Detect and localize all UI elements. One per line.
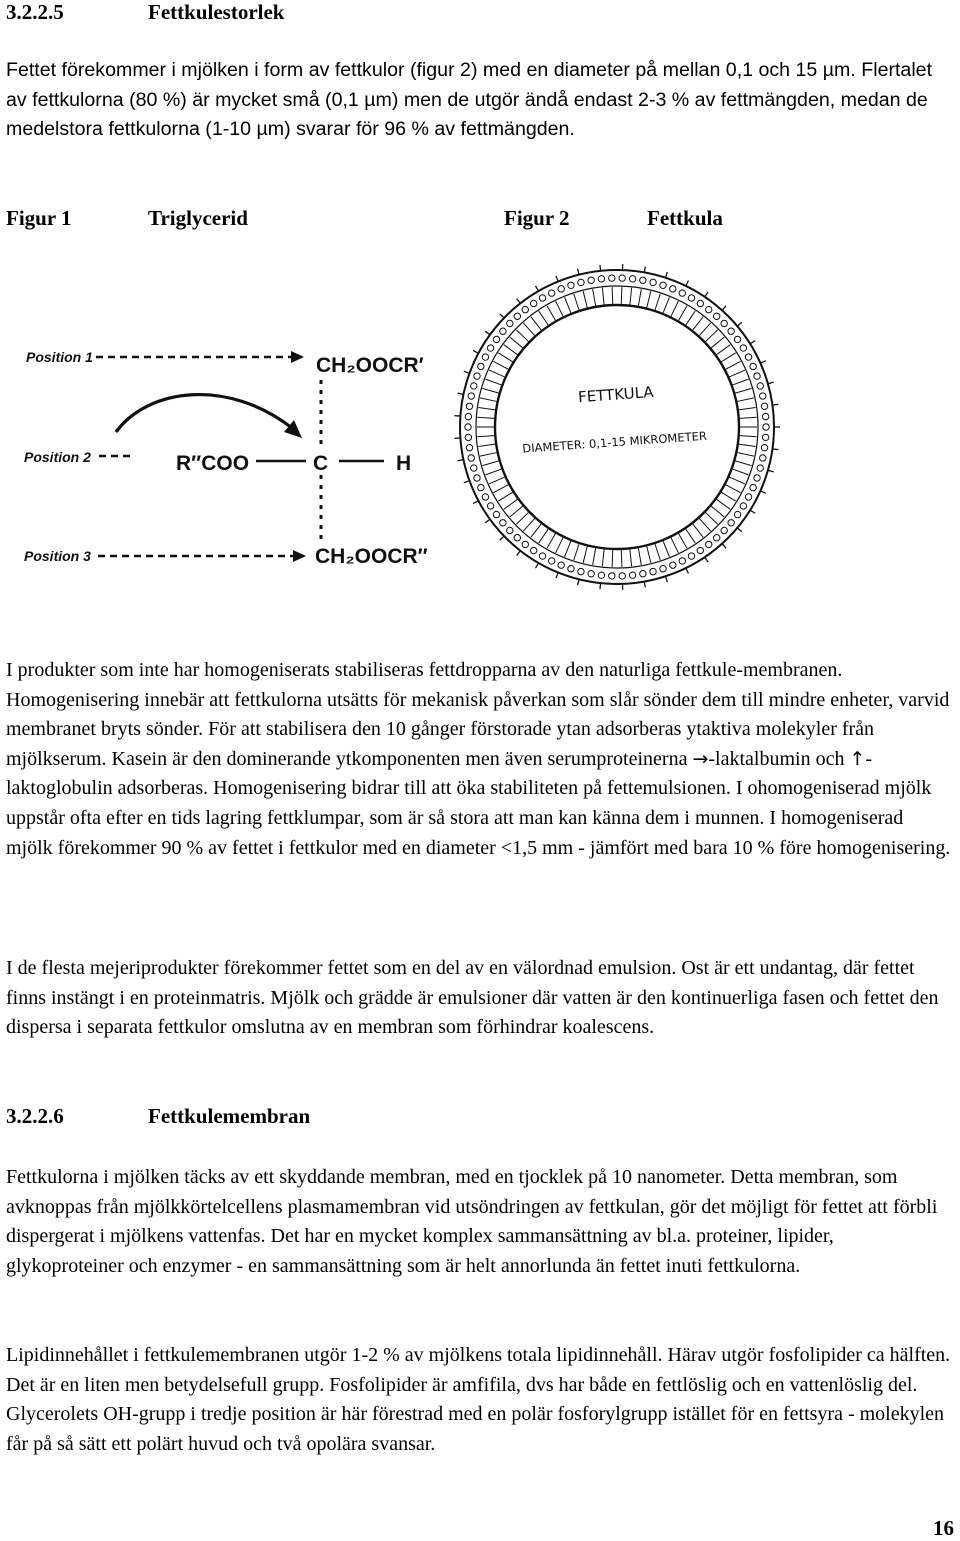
membrane-tail bbox=[547, 534, 556, 549]
membrane-tail bbox=[721, 353, 735, 362]
paragraph-lipids: Lipidinnehållet i fettkulemembranen utgör 1-2 % av mjölkens totala lipidinnehåll. Härav utgör fosfolipider ca hälften. Det är en liten men betydelsefull grupp. Fosfolipider är amfifila, dvs har både en fettlöslig och en vattenlöslig del. Glycerolets OH-grupp i tredje position är här förestrad med en polär fosforylgrupp istället för en fettsyra - molekylen får på så sätt ett polärt huvud och två opolära svansar. bbox=[6, 1344, 951, 1455]
membrane-head bbox=[598, 276, 604, 282]
membrane-head bbox=[471, 465, 477, 471]
membrane-tail bbox=[493, 485, 508, 493]
membrane-head bbox=[650, 568, 656, 574]
membrane-spike bbox=[536, 286, 539, 291]
membrane-tail bbox=[679, 534, 688, 549]
membrane-tail bbox=[726, 361, 741, 369]
membrane-tail bbox=[531, 317, 541, 330]
membrane-head bbox=[640, 277, 646, 283]
membrane-head bbox=[465, 413, 471, 419]
membrane-head bbox=[763, 424, 769, 430]
membrane-head bbox=[568, 566, 574, 572]
membrane-tail bbox=[510, 506, 523, 517]
hydrogen-atom: H bbox=[396, 452, 412, 475]
membrane-head bbox=[679, 290, 685, 296]
section-number: 3.2.2.6 bbox=[6, 1104, 64, 1128]
membrane-head bbox=[757, 465, 763, 471]
position-2-label: Position 2 bbox=[24, 449, 91, 465]
section-heading-3-2-2-5 bbox=[6, 0, 284, 25]
membrane-tail bbox=[699, 323, 710, 336]
membrane-spike bbox=[464, 371, 470, 373]
membrane-head bbox=[478, 363, 484, 369]
membrane-head bbox=[466, 403, 472, 409]
membrane-tail bbox=[574, 294, 579, 310]
membrane-tail bbox=[671, 538, 678, 553]
membrane-tail bbox=[735, 461, 751, 466]
membrane-head bbox=[478, 484, 484, 490]
membrane-head bbox=[714, 535, 720, 541]
membrane-tail bbox=[721, 492, 735, 501]
membrane-spike bbox=[760, 361, 765, 363]
carbon-atom: C bbox=[313, 452, 329, 475]
membrane-tail bbox=[574, 544, 579, 560]
membrane-head bbox=[530, 547, 536, 553]
membrane-head bbox=[619, 275, 625, 281]
membrane-tail bbox=[647, 291, 651, 307]
membrane-tail bbox=[630, 288, 632, 305]
membrane-spike bbox=[768, 382, 774, 384]
membrane-tail bbox=[638, 289, 641, 306]
membrane-spike bbox=[768, 470, 774, 472]
membrane-tail bbox=[729, 477, 745, 484]
membrane-spike bbox=[722, 544, 726, 548]
membrane-tail bbox=[655, 544, 660, 560]
membrane-tail bbox=[565, 541, 571, 557]
membrane-head bbox=[640, 571, 646, 577]
figure-1-label: Figur 1 bbox=[6, 206, 72, 230]
membrane-tail bbox=[523, 518, 534, 531]
membrane-spike bbox=[556, 573, 558, 579]
membrane-head bbox=[670, 562, 676, 568]
bottom-group: CH₂OOCR″ bbox=[315, 545, 428, 568]
membrane-head bbox=[679, 558, 685, 564]
membrane-head bbox=[558, 562, 564, 568]
membrane-head bbox=[740, 345, 746, 351]
membrane-head bbox=[482, 494, 488, 500]
membrane-head bbox=[761, 403, 767, 409]
membrane-tail bbox=[737, 398, 754, 402]
membrane-tail bbox=[504, 499, 518, 509]
membrane-tail bbox=[739, 408, 756, 410]
membrane-spike bbox=[772, 449, 778, 450]
membrane-tail bbox=[531, 524, 541, 537]
membrane-tail bbox=[647, 546, 651, 562]
membrane-head bbox=[750, 363, 756, 369]
membrane-tail bbox=[711, 506, 724, 517]
membrane-spike bbox=[473, 501, 478, 504]
membrane-tail bbox=[523, 323, 534, 336]
membrane-tail bbox=[705, 512, 717, 524]
membrane-tail bbox=[630, 549, 632, 566]
membrane-tail bbox=[711, 337, 724, 348]
membrane-spike bbox=[772, 404, 778, 405]
membrane-tail bbox=[733, 379, 749, 385]
membrane-head bbox=[474, 475, 480, 481]
arrow-right-icon: → bbox=[692, 747, 709, 770]
membrane-head bbox=[578, 279, 584, 285]
membrane-spike bbox=[517, 551, 521, 556]
membrane-head bbox=[522, 541, 528, 547]
membrane-tail bbox=[485, 379, 501, 385]
membrane-head bbox=[660, 282, 666, 288]
membrane-head bbox=[697, 300, 703, 306]
membrane-tail bbox=[493, 361, 508, 369]
membrane-spike bbox=[722, 306, 726, 310]
membrane-tail bbox=[655, 294, 660, 310]
membrane-head bbox=[650, 279, 656, 285]
membrane-head bbox=[465, 424, 471, 430]
membrane-head bbox=[548, 558, 554, 564]
membrane-tail bbox=[516, 330, 528, 342]
membrane-head bbox=[471, 383, 477, 389]
membrane-head bbox=[548, 290, 554, 296]
inner-membrane bbox=[495, 305, 739, 549]
membrane-spike bbox=[578, 579, 579, 585]
membrane-tail bbox=[489, 477, 505, 484]
arrow-up-icon: ↑ bbox=[849, 747, 866, 770]
membrane-tail bbox=[663, 297, 669, 313]
membrane-spike bbox=[458, 393, 464, 394]
membrane-head bbox=[493, 511, 499, 517]
membrane-tail bbox=[498, 492, 512, 501]
membrane-head bbox=[609, 573, 615, 579]
membrane-head bbox=[760, 455, 766, 461]
membrane-head bbox=[734, 336, 740, 342]
membrane-tail bbox=[621, 287, 622, 304]
membrane-head bbox=[539, 295, 545, 301]
membrane-spike bbox=[705, 292, 708, 297]
membrane-tail bbox=[477, 417, 494, 418]
membrane-tail bbox=[602, 288, 604, 305]
membrane-head bbox=[500, 328, 506, 334]
membrane-head bbox=[706, 541, 712, 547]
membrane-head bbox=[588, 277, 594, 283]
membrane-head bbox=[514, 535, 520, 541]
membrane-tail bbox=[489, 370, 505, 377]
membrane-tail bbox=[740, 436, 757, 437]
membrane-head bbox=[754, 475, 760, 481]
position-1-label: Position 1 bbox=[26, 349, 93, 365]
paragraph-homogenisation bbox=[6, 656, 954, 863]
membrane-tail bbox=[737, 453, 754, 457]
membrane-tail bbox=[516, 512, 528, 524]
membrane-spike bbox=[644, 266, 645, 272]
membrane-tail bbox=[565, 297, 571, 313]
membrane-tail bbox=[740, 417, 757, 418]
figure-2-title: Fettkula bbox=[647, 206, 723, 230]
figure-1-title: Triglycerid bbox=[148, 206, 248, 230]
membrane-spike bbox=[750, 510, 755, 513]
membrane-tail bbox=[485, 469, 501, 475]
membrane-tail bbox=[671, 301, 678, 316]
membrane-tail bbox=[480, 398, 497, 402]
membrane-head bbox=[757, 383, 763, 389]
membrane-head bbox=[721, 527, 727, 533]
membrane-spike bbox=[666, 576, 668, 582]
globule-title: FETTKULA bbox=[577, 382, 655, 407]
membrane-spike bbox=[485, 519, 490, 523]
section-heading-3-2-2-6 bbox=[6, 1104, 310, 1129]
membrane-head bbox=[539, 553, 545, 559]
membrane-head bbox=[629, 572, 635, 578]
membrane-head bbox=[670, 286, 676, 292]
paragraph-membrane: Fettkulorna i mjölken täcks av ett skyddande membran, med en tjocklek på 10 nanometer. Detta membran, som avknoppas från mjölkkörtelcellens plasmamembran vid utsöndringen av fettkulan, gör det möjligt för fettet att förbli dispergerat i mjölkens vattenfas. Det har en mycket komplex sammansättning av bl.a. proteiner, lipider, glykoproteiner och enzymer - en sammansättning som är helt annorlunda än fettet inuti fettkulorna. bbox=[6, 1166, 938, 1277]
membrane-tail bbox=[638, 548, 641, 565]
membrane-tail bbox=[477, 436, 494, 437]
globule-diameter: DIAMETER: 0,1-15 MIKROMETER bbox=[521, 428, 708, 456]
membrane-spike bbox=[600, 265, 601, 271]
membrane-tail bbox=[583, 546, 587, 562]
membrane-tail bbox=[729, 370, 745, 377]
membrane-head bbox=[754, 373, 760, 379]
membrane-tail bbox=[705, 330, 717, 342]
section-number: 3.2.2.5 bbox=[6, 0, 64, 24]
arrowhead-top bbox=[291, 351, 304, 363]
membrane-tail bbox=[679, 306, 688, 321]
membrane-tail bbox=[539, 529, 549, 543]
fat-globule-diagram bbox=[450, 262, 785, 592]
membrane-spike bbox=[500, 536, 504, 540]
membrane-spike bbox=[458, 460, 464, 461]
membrane-head bbox=[688, 553, 694, 559]
membrane-spike bbox=[473, 350, 478, 353]
membrane-spike bbox=[705, 557, 708, 562]
membrane-head bbox=[629, 276, 635, 282]
membrane-tail bbox=[583, 291, 587, 307]
membrane-head bbox=[745, 354, 751, 360]
membrane-tail bbox=[663, 541, 669, 557]
membrane-head bbox=[740, 503, 746, 509]
membrane-tail bbox=[621, 550, 622, 567]
membrane-tail bbox=[547, 306, 556, 321]
membrane-spike bbox=[485, 331, 490, 335]
membrane-tail bbox=[504, 345, 518, 355]
membrane-head bbox=[514, 313, 520, 319]
membrane-spike bbox=[517, 299, 521, 304]
membrane-spike bbox=[644, 582, 645, 588]
membrane-tail bbox=[693, 524, 703, 537]
membrane-head bbox=[706, 306, 712, 312]
figure-2-label: Figur 2 bbox=[504, 206, 570, 230]
membrane-head bbox=[619, 573, 625, 579]
membrane-head bbox=[728, 520, 734, 526]
membrane-head bbox=[500, 520, 506, 526]
membrane-tail bbox=[478, 444, 495, 446]
membrane-head bbox=[598, 572, 604, 578]
membrane-tail bbox=[726, 485, 741, 493]
paragraph-fat-globule-size: Fettet förekommer i mjölken i form av fettkulor (figur 2) med en diameter på mellan 0,1 och 15 µm. Flertalet av fettkulorna (80 %) är mycket små (0,1 µm) men de utgör ändå endast 2-3 % av fettmängden, medan de medelstora fettkulorna (1-10 µm) svarar för 96 % av fettmängden. bbox=[6, 59, 933, 141]
page-number: 16 bbox=[933, 1516, 954, 1540]
membrane-tail bbox=[593, 289, 596, 306]
membrane-spike bbox=[737, 528, 742, 532]
homogenisation-text-2: -laktalbumin och bbox=[708, 747, 850, 770]
membrane-tail bbox=[735, 388, 751, 393]
section-title: Fettkulestorlek bbox=[148, 0, 285, 24]
membrane-tail bbox=[733, 469, 749, 475]
membrane-head bbox=[745, 494, 751, 500]
membrane-spike bbox=[556, 276, 558, 282]
membrane-spike bbox=[578, 269, 579, 275]
membrane-head bbox=[487, 503, 493, 509]
membrane-head bbox=[760, 393, 766, 399]
membrane-head bbox=[761, 445, 767, 451]
membrane-tail bbox=[612, 287, 613, 304]
membrane-spike bbox=[686, 280, 689, 285]
membrane-tail bbox=[482, 461, 498, 466]
membrane-spike bbox=[750, 341, 755, 344]
membrane-tail bbox=[478, 408, 495, 410]
membrane-head bbox=[568, 282, 574, 288]
top-group: CH₂OOCR′ bbox=[316, 354, 424, 377]
membrane-spike bbox=[666, 272, 668, 278]
middle-group: R″COO bbox=[176, 452, 250, 475]
homogenisation-text-1: I produkter som inte har homogeniserats stabiliseras fettdropparna av den naturliga fettkule-membranen. Homogenisering innebär att fettkulorna utsätts för mekanisk påverkan som slår sönder dem till mindre enheter, varvid membranet bryts sönder. För att stabilisera den 10 gånger förstorade ytan adsorberas ytaktiva molekyler från mjölkserum. Kasein är den dominerande ytkomponenten men även serumproteinerna bbox=[6, 659, 950, 770]
membrane-head bbox=[468, 455, 474, 461]
membrane-tail bbox=[539, 311, 549, 325]
membrane-tail bbox=[593, 548, 596, 565]
membrane-head bbox=[493, 336, 499, 342]
membrane-spike bbox=[737, 322, 742, 326]
membrane-head bbox=[697, 547, 703, 553]
membrane-tail bbox=[556, 538, 563, 553]
membrane-tail bbox=[686, 529, 696, 543]
membrane-head bbox=[578, 568, 584, 574]
membrane-tail bbox=[482, 388, 498, 393]
membrane-tail bbox=[612, 550, 613, 567]
membrane-spike bbox=[760, 491, 765, 493]
membrane-head bbox=[465, 434, 471, 440]
section-title: Fettkulemembran bbox=[148, 1104, 311, 1128]
membrane-tail bbox=[693, 317, 703, 330]
membrane-spike bbox=[536, 563, 539, 568]
membrane-head bbox=[714, 313, 720, 319]
membrane-tail bbox=[498, 353, 512, 362]
membrane-head bbox=[688, 295, 694, 301]
membrane-tail bbox=[686, 311, 696, 325]
paragraph-emulsion: I de flesta mejeriprodukter förekommer fettet som en del av en välordnad emulsion. Ost är ett undantag, där fettet finns instängt i en proteinmatris. Mjölk och grädde är emulsioner där vatten är den kontinuerliga fasen och fettet den dispersa i separata fettkulor omslutna av en membran som förhindrar koalescens. bbox=[6, 957, 939, 1039]
membrane-head bbox=[522, 306, 528, 312]
membrane-spike bbox=[464, 481, 470, 483]
membrane-head bbox=[762, 413, 768, 419]
membrane-head bbox=[487, 345, 493, 351]
membrane-tail bbox=[510, 337, 523, 348]
membrane-head bbox=[474, 373, 480, 379]
membrane-head bbox=[482, 354, 488, 360]
membrane-tail bbox=[556, 301, 563, 316]
membrane-spike bbox=[500, 314, 504, 318]
membrane-head bbox=[466, 445, 472, 451]
membrane-head bbox=[558, 286, 564, 292]
membrane-head bbox=[609, 275, 615, 281]
triglyceride-diagram bbox=[8, 300, 438, 600]
membrane-tail bbox=[739, 444, 756, 446]
curved-arrow bbox=[116, 395, 292, 432]
membrane-tail bbox=[717, 345, 731, 355]
membrane-tail bbox=[699, 518, 710, 531]
membrane-head bbox=[660, 566, 666, 572]
arrowhead-bottom bbox=[293, 550, 306, 562]
membrane-head bbox=[728, 328, 734, 334]
position-3-label: Position 3 bbox=[24, 548, 91, 564]
membrane-head bbox=[507, 320, 513, 326]
membrane-spike bbox=[686, 568, 689, 573]
membrane-tail bbox=[480, 453, 497, 457]
membrane-head bbox=[762, 434, 768, 440]
membrane-head bbox=[507, 527, 513, 533]
membrane-head bbox=[721, 320, 727, 326]
membrane-head bbox=[750, 484, 756, 490]
membrane-head bbox=[468, 393, 474, 399]
membrane-head bbox=[734, 511, 740, 517]
membrane-head bbox=[588, 571, 594, 577]
membrane-tail bbox=[717, 499, 731, 509]
membrane-head bbox=[530, 300, 536, 306]
homogenisation-text-3: -laktoglobulin adsorberas. Homogenisering bidrar till att öka stabiliteten på fettemulsionen. I ohomogeniserad mjölk uppstår ofta efter en tids lagring fettklumpar, som är så stora att man kan känna dem i munnen. I homogeniserad mjölk förekommer 90 % av fettet i fettkulor med en diameter <1,5 mm - jämfört med bara 10 % före homogenisering. bbox=[6, 747, 951, 859]
membrane-tail bbox=[602, 549, 604, 566]
membrane-spike bbox=[600, 583, 601, 589]
